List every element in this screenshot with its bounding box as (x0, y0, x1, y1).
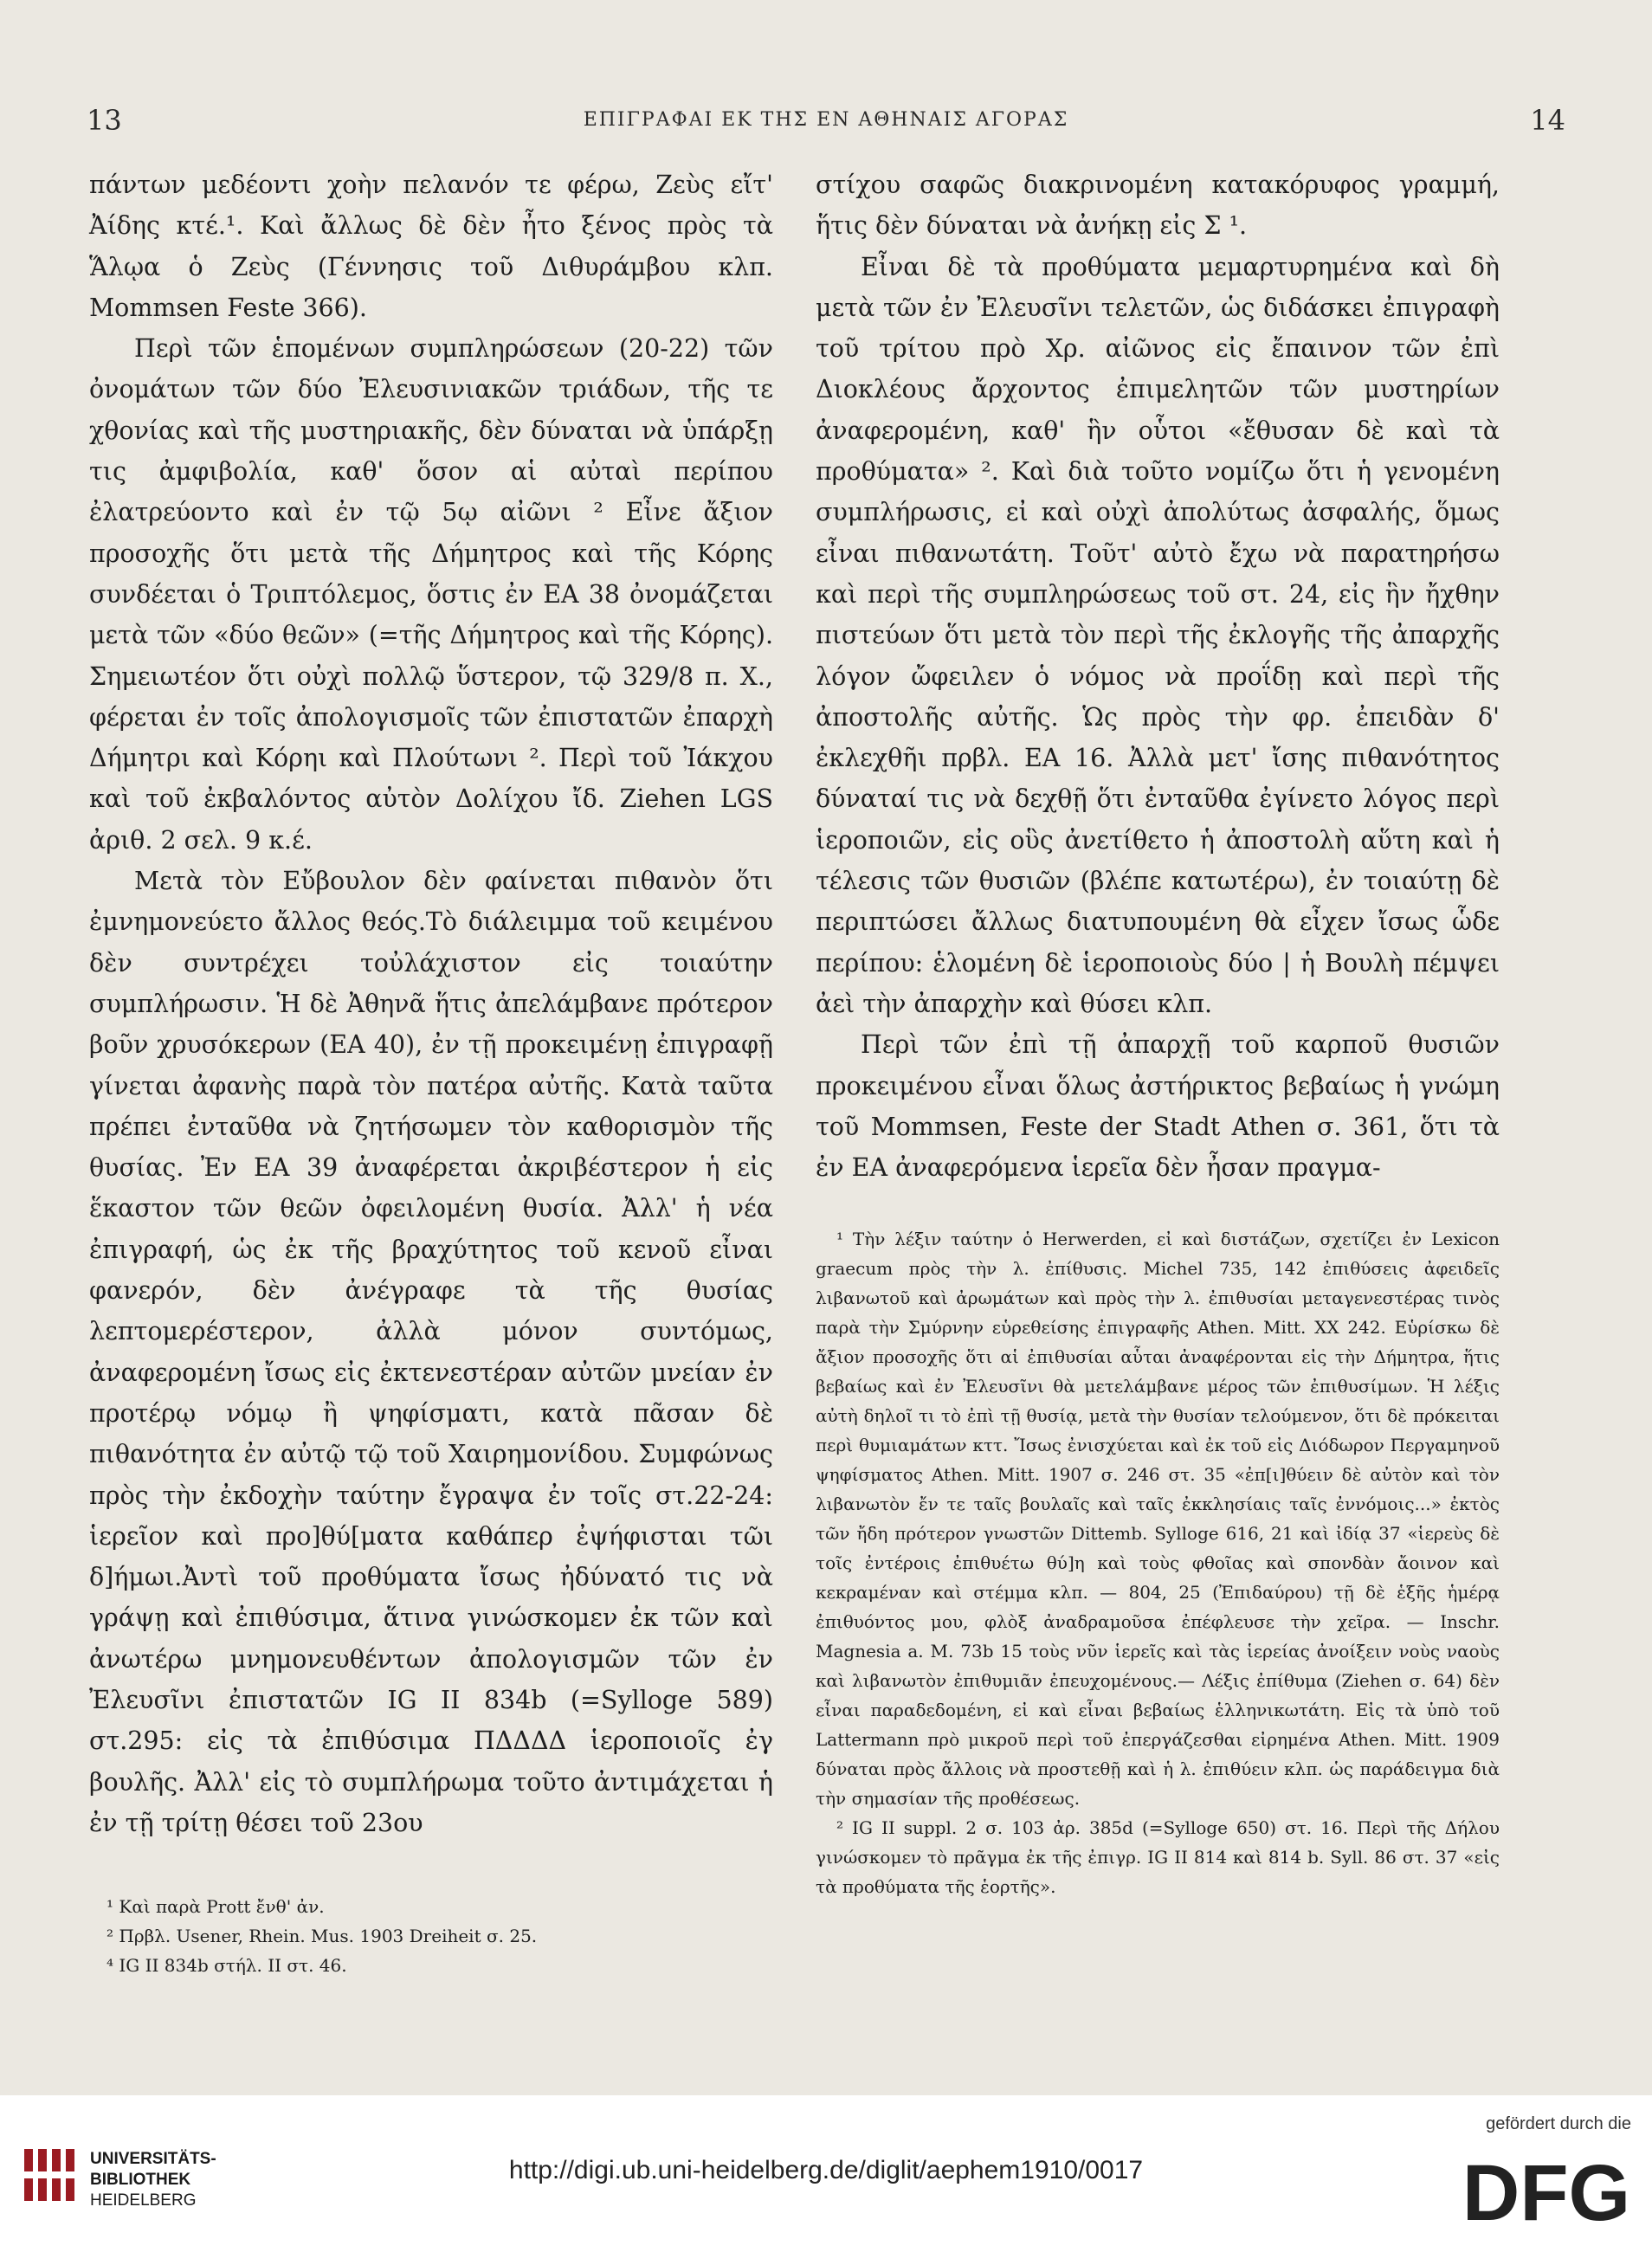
library-name-line: BIBLIOTHEK (90, 2171, 191, 2189)
running-header (87, 104, 1565, 147)
running-title: ΕΠΙΓΡΑΦΑΙ ΕΚ ΤΗΣ ΕΝ ΑΘΗΝΑΙΣ ΑΓΟΡΑΣ (583, 109, 1069, 131)
footnote: ¹ Τὴν λέξιν ταύτην ὁ Herwerden, εἰ καὶ διστάζων, σχετίζει ἐν Lexicon graecum πρὸς τὴν λ. ἐπίθυσις. Michel 735, 142 ἐπιθύσεις ἀφειδεῖς λιβανωτοῦ καὶ ἀρωμάτων καὶ πρὸς τὴν λ. ἐπιθυσίαι μεταγενεστέρας τινὸς παρὰ τὴν Σμύρνην εὑρεθείσης ἐπιγραφῆς Athen. Mitt. XX 242. Εὑρίσκω δὲ ἄξιον προσοχῆς ὅτι αἱ ἐπιθυσίαι αὗται ἀναφέρονται εἰς τὴν Δήμητρα, ἥτις βεβαίως καὶ ἐν Ἐλευσῖνι θὰ μετελάμβανε μέρος τῶν ἐπιθυσίμων. Ἡ λέξις αὐτὴ δηλοῖ τι τὸ ἐπὶ τῇ θυσίᾳ, μετὰ τὴν θυσίαν τελούμενον, ὅτι δὲ πρόκειται περὶ θυμιαμάτων κττ. Ἴσως ἐνισχύεται καὶ ἐκ τοῦ εἰς Διόδωρον Περγαμηνοῦ ψηφίσματος Athen. Mitt. 1907 σ. 246 στ. 35 «ἐπ[ι]θύειν δὲ αὐτὸν καὶ τὸν λιβανωτὸν ἔν τε ταῖς βουλαῖς καὶ ταῖς ἐκκλησίαις ταῖς ἐννόμοις...» ἐκτὸς τῶν ἤδη πρότερον γνωστῶν Dittemb. Sylloge 616, 21 καὶ ἰδίᾳ 37 «ἱερεὺς δὲ τοῖς ἐντέροις ἐπιθυέτω θύ]η καὶ τοὺς φθοῖας καὶ σπονδὰν ἄοινον καὶ κεκραμέναν καὶ στέμμα κλπ. — 804, 25 (Ἐπιδαύρου) τῇ δὲ ἑξῆς ἡμέρᾳ ἐπιθυόντος μου, φλὸξ ἀναδραμοῦσα ἐπέφλευσε τὴν χεῖρα. — Inschr. Magnesia a. M. 73b 15 τοὺς νῦν ἱερεῖς καὶ τὰς ἱερείας ἀνοίξειν νοὺς ναοὺς καὶ λιβανωτὸν ἐπιθυμιᾶν ἐπευχομένους.— Λέξις ἐπίθυμα (Ziehen σ. 64) δὲν εἶναι παραδεδομένη, εἰ καὶ εἶναι βεβαίως ἑλληνικωτάτη. Εἰς τὰ ὑπὸ τοῦ Lattermann πρὸ μικροῦ περὶ τοῦ ἐπεργάζεσθαι εἰρημένα Athen. Mitt. 1909 δύναται πρὸς ἄλλοις νὰ προστεθῇ καὶ ἡ λ. ἐπιθύειν κλπ. ὡς παράδειγμα διὰ τὴν σημασίαν τῆς προθέσεως. (816, 1229, 1500, 1810)
dfg-logo-icon (1460, 2144, 1633, 2230)
page-number-right: 14 (1530, 104, 1565, 137)
footnotes-left (89, 1892, 773, 1980)
paragraph: Εἶναι δὲ τὰ προθύματα μεμαρτυρημένα καὶ δὴ μετὰ τῶν ἐν Ἐλευσῖνι τελετῶν, ὡς διδάσκει ἐπιγραφὴ τοῦ τρίτου πρὸ Χρ. αἰῶνος εἰς ἔπαινον τῶν ἐπὶ Διοκλέους ἄρχοντος ἐπιμελητῶν τῶν μυστηρίων ἀναφερομένη, καθ' ἣν οὗτοι «ἔθυσαν δὲ καὶ τὰ προθύματα» ². Καὶ διὰ τοῦτο νομίζω ὅτι ἡ γενομένη συμπλήρωσις, εἰ καὶ οὐχὶ ἀπολύτως ἀσφαλής, ὅμως εἶναι πιθανωτάτη. Τοῦτ' αὐτὸ ἔχω νὰ παρατηρήσω καὶ περὶ τῆς συμπληρώσεως τοῦ στ. 24, εἰς ἣν ἤχθην πιστεύων ὅτι μετὰ τὸν περὶ τῆς ἐκλογῆς τῆς ἀπαρχῆς λόγον ὤφειλεν ὁ νόμος νὰ προΐδῃ καὶ περὶ τῆς ἀποστολῆς αὐτῆς. Ὡς πρὸς τὴν φρ. ἐπειδὰν δ' ἐκλεχθῆι πρβλ. ΕΑ 16. Ἀλλὰ μετ' ἴσης πιθανότητος δύναταί τις νὰ δεχθῇ ὅτι ἐνταῦθα ἐγίνετο λόγος περὶ ἱεροποιῶν, εἰς οὓς ἀνετίθετο ἡ ἀποστολὴ αὕτη καὶ ἡ τέλεσις τῶν θυσιῶν (βλέπε κατωτέρω), ἐν τοιαύτῃ δὲ περιπτώσει ἄλλως διατυπουμένη θὰ εἶχεν ἴσως ὧδε περίπου: ἑλομένη δὲ ἱεροποιοὺς δύο | ἡ Βουλὴ πέμψει ἀεὶ τὴν ἀπαρχὴν καὶ θύσει κλπ. (816, 252, 1500, 1018)
paragraph: πάντων μεδέοντι χοὴν πελανόν τε φέρω, Ζεὺς εἴτ' Ἀίδης κτέ.¹. Καὶ ἄλλως δὲ δὲν ἦτο ξένος πρὸς τὰ Ἅλῳα ὁ Ζεὺς (Γέννησις τοῦ Διθυράμβου κλπ. Mommsen Feste 366). (89, 171, 773, 322)
right-column (816, 165, 1500, 1901)
footnote: ¹ Καὶ παρὰ Prott ἔνθ' ἀν. (106, 1896, 325, 1917)
library-name-line: HEIDELBERG (90, 2191, 197, 2210)
viewer-footer (0, 2095, 1652, 2252)
footnote: ² Πρβλ. Usener, Rhein. Mus. 1903 Dreiheit σ. 25. (106, 1926, 538, 1946)
permalink-url[interactable]: http://digi.ub.uni-heidelberg.de/diglit/aephem1910/0017 (508, 2156, 1144, 2184)
paragraph: Περὶ τῶν ἑπομένων συμπληρώσεων (20-22) τῶν ὀνομάτων τῶν δύο Ἐλευσινιακῶν τριάδων, τῆς τε χθονίας καὶ τῆς μυστηριακῆς, δὲν δύναται νὰ ὑπάρξῃ τις ἀμφιβολία, καθ' ὅσον αἱ αὐταὶ περίπου ἐλατρεύοντο καὶ ἐν τῷ 5ῳ αἰῶνι ² Εἶνε ἄξιον προσοχῆς ὅτι μετὰ τῆς Δήμητρος καὶ τῆς Κόρης συνδέεται ὁ Τριπτόλεμος, ὅστις ἐν ΕΑ 38 ὀνομάζεται μετὰ τῶν «δύο θεῶν» (=τῆς Δήμητρος καὶ τῆς Κόρης). Σημειωτέον ὅτι οὐχὶ πολλῷ ὕστερον, τῷ 329/8 π. Χ., φέρεται ἐν τοῖς ἀπολογισμοῖς τῶν ἐπιστατῶν ἐπαρχὴ Δήμητρι καὶ Κόρηι καὶ Πλούτωνι ². Περὶ τοῦ Ἰάκχου καὶ τοῦ ἐκβαλόντος αὐτὸν Δολίχου ἴδ. Ziehen LGS ἀριθ. 2 σελ. 9 κ.έ. (89, 334, 773, 855)
paragraph: στίχου σαφῶς διακρινομένη κατακόρυφος γραμμή, ἥτις δὲν δύναται νὰ ἀνήκῃ εἰς Σ ¹. (816, 171, 1500, 241)
funded-by-label: gefördert durch die (1486, 2114, 1631, 2133)
footnotes-right (816, 1224, 1500, 1901)
library-name-line: UNIVERSITÄTS- (90, 2150, 216, 2168)
footnote: ⁴ IG II 834b στήλ. II στ. 46. (106, 1955, 347, 1976)
left-column (89, 165, 773, 1843)
page-number-left: 13 (87, 104, 122, 137)
paragraph: Μετὰ τὸν Εὔβουλον δὲν φαίνεται πιθανὸν ὅτι ἐμνημονεύετο ἄλλος θεός.Τὸ διάλειμμα τοῦ κειμένου δὲν συντρέχει τοὐλάχιστον εἰς τοιαύτην συμπλήρωσιν. Ἡ δὲ Ἀθηνᾶ ἥτις ἀπελάμβανε πρότερον βοῦν χρυσόκερων (ΕΑ 40), ἐν τῇ προκειμένῃ ἐπιγραφῇ γίνεται ἀφανὴς παρὰ τὸν πατέρα αὐτῆς. Κατὰ ταῦτα πρέπει ἐνταῦθα νὰ ζητήσωμεν τὸν καθορισμὸν τῆς θυσίας. Ἐν ΕΑ 39 ἀναφέρεται ἀκριβέστερον ἡ εἰς ἕκαστον τῶν θεῶν ὀφειλομένη θυσία. Ἀλλ' ἡ νέα ἐπιγραφή, ὡς ἐκ τῆς βραχύτητος τοῦ κενοῦ εἶναι φανερόν, δὲν ἀνέγραφε τὰ τῆς θυσίας λεπτομερέστερον, ἀλλὰ μόνον συντόμως, ἀναφερομένη ἴσως εἰς ἐκτενεστέραν αὐτῶν μνείαν ἐν προτέρῳ νόμῳ ἢ ψηφίσματι, κατὰ πᾶσαν δὲ πιθανότητα ἐν αὐτῷ τῷ τοῦ Χαιρημονίδου. Συμφώνως πρὸς τὴν ἐκδοχὴν ταύτην ἔγραψα ἐν τοῖς στ.22-24: ἱερεῖον καὶ προ]θύ[ματα καθάπερ ἐψήφισται τῶι δ]ήμωι.Ἀντὶ τοῦ προθύματα ἴσως ἠδύνατό τις νὰ γράψῃ καὶ ἐπιθύσιμα, ἅτινα γινώσκομεν ἐκ τῶν καὶ ἀνωτέρω μνημονευθέντων ἀπολογισμῶν τῶν ἐν Ἐλευσῖνι ἐπιστατῶν IG II 834b (=Sylloge 589) στ.295: εἰς τὰ ἐπιθύσιμα ΠΔΔΔΔ ἱεροποιοῖς ἐγ βουλῆς. Ἀλλ' εἰς τὸ συμπλήρωμα τοῦτο ἀντιμάχεται ἡ ἐν τῇ τρίτῃ θέσει τοῦ 23ου (89, 867, 773, 1837)
dfg-logo-text: DFG (1462, 2149, 1631, 2230)
paragraph: Περὶ τῶν ἐπὶ τῇ ἀπαρχῇ τοῦ καρποῦ θυσιῶν προκειμένου εἶναι ὅλως ἀστήρικτος βεβαίως ἡ γνώμη τοῦ Mommsen, Feste der Stadt Athen σ. 361, ὅτι τὰ ἐν ΕΑ ἀναφερόμενα ἱερεῖα δὲν ἦσαν πραγμα- (816, 1030, 1500, 1183)
footnote: ² IG II suppl. 2 σ. 103 ἀρ. 385d (=Sylloge 650) στ. 16. Περὶ τῆς Δήλου γινώσκομεν τὸ πρᾶγμα ἐκ τῆς ἐπιγρ. IG II 814 καὶ 814 b. Syll. 86 στ. 37 «εἰς τὰ προθύματα τῆς ἑορτῆς». (816, 1817, 1500, 1898)
